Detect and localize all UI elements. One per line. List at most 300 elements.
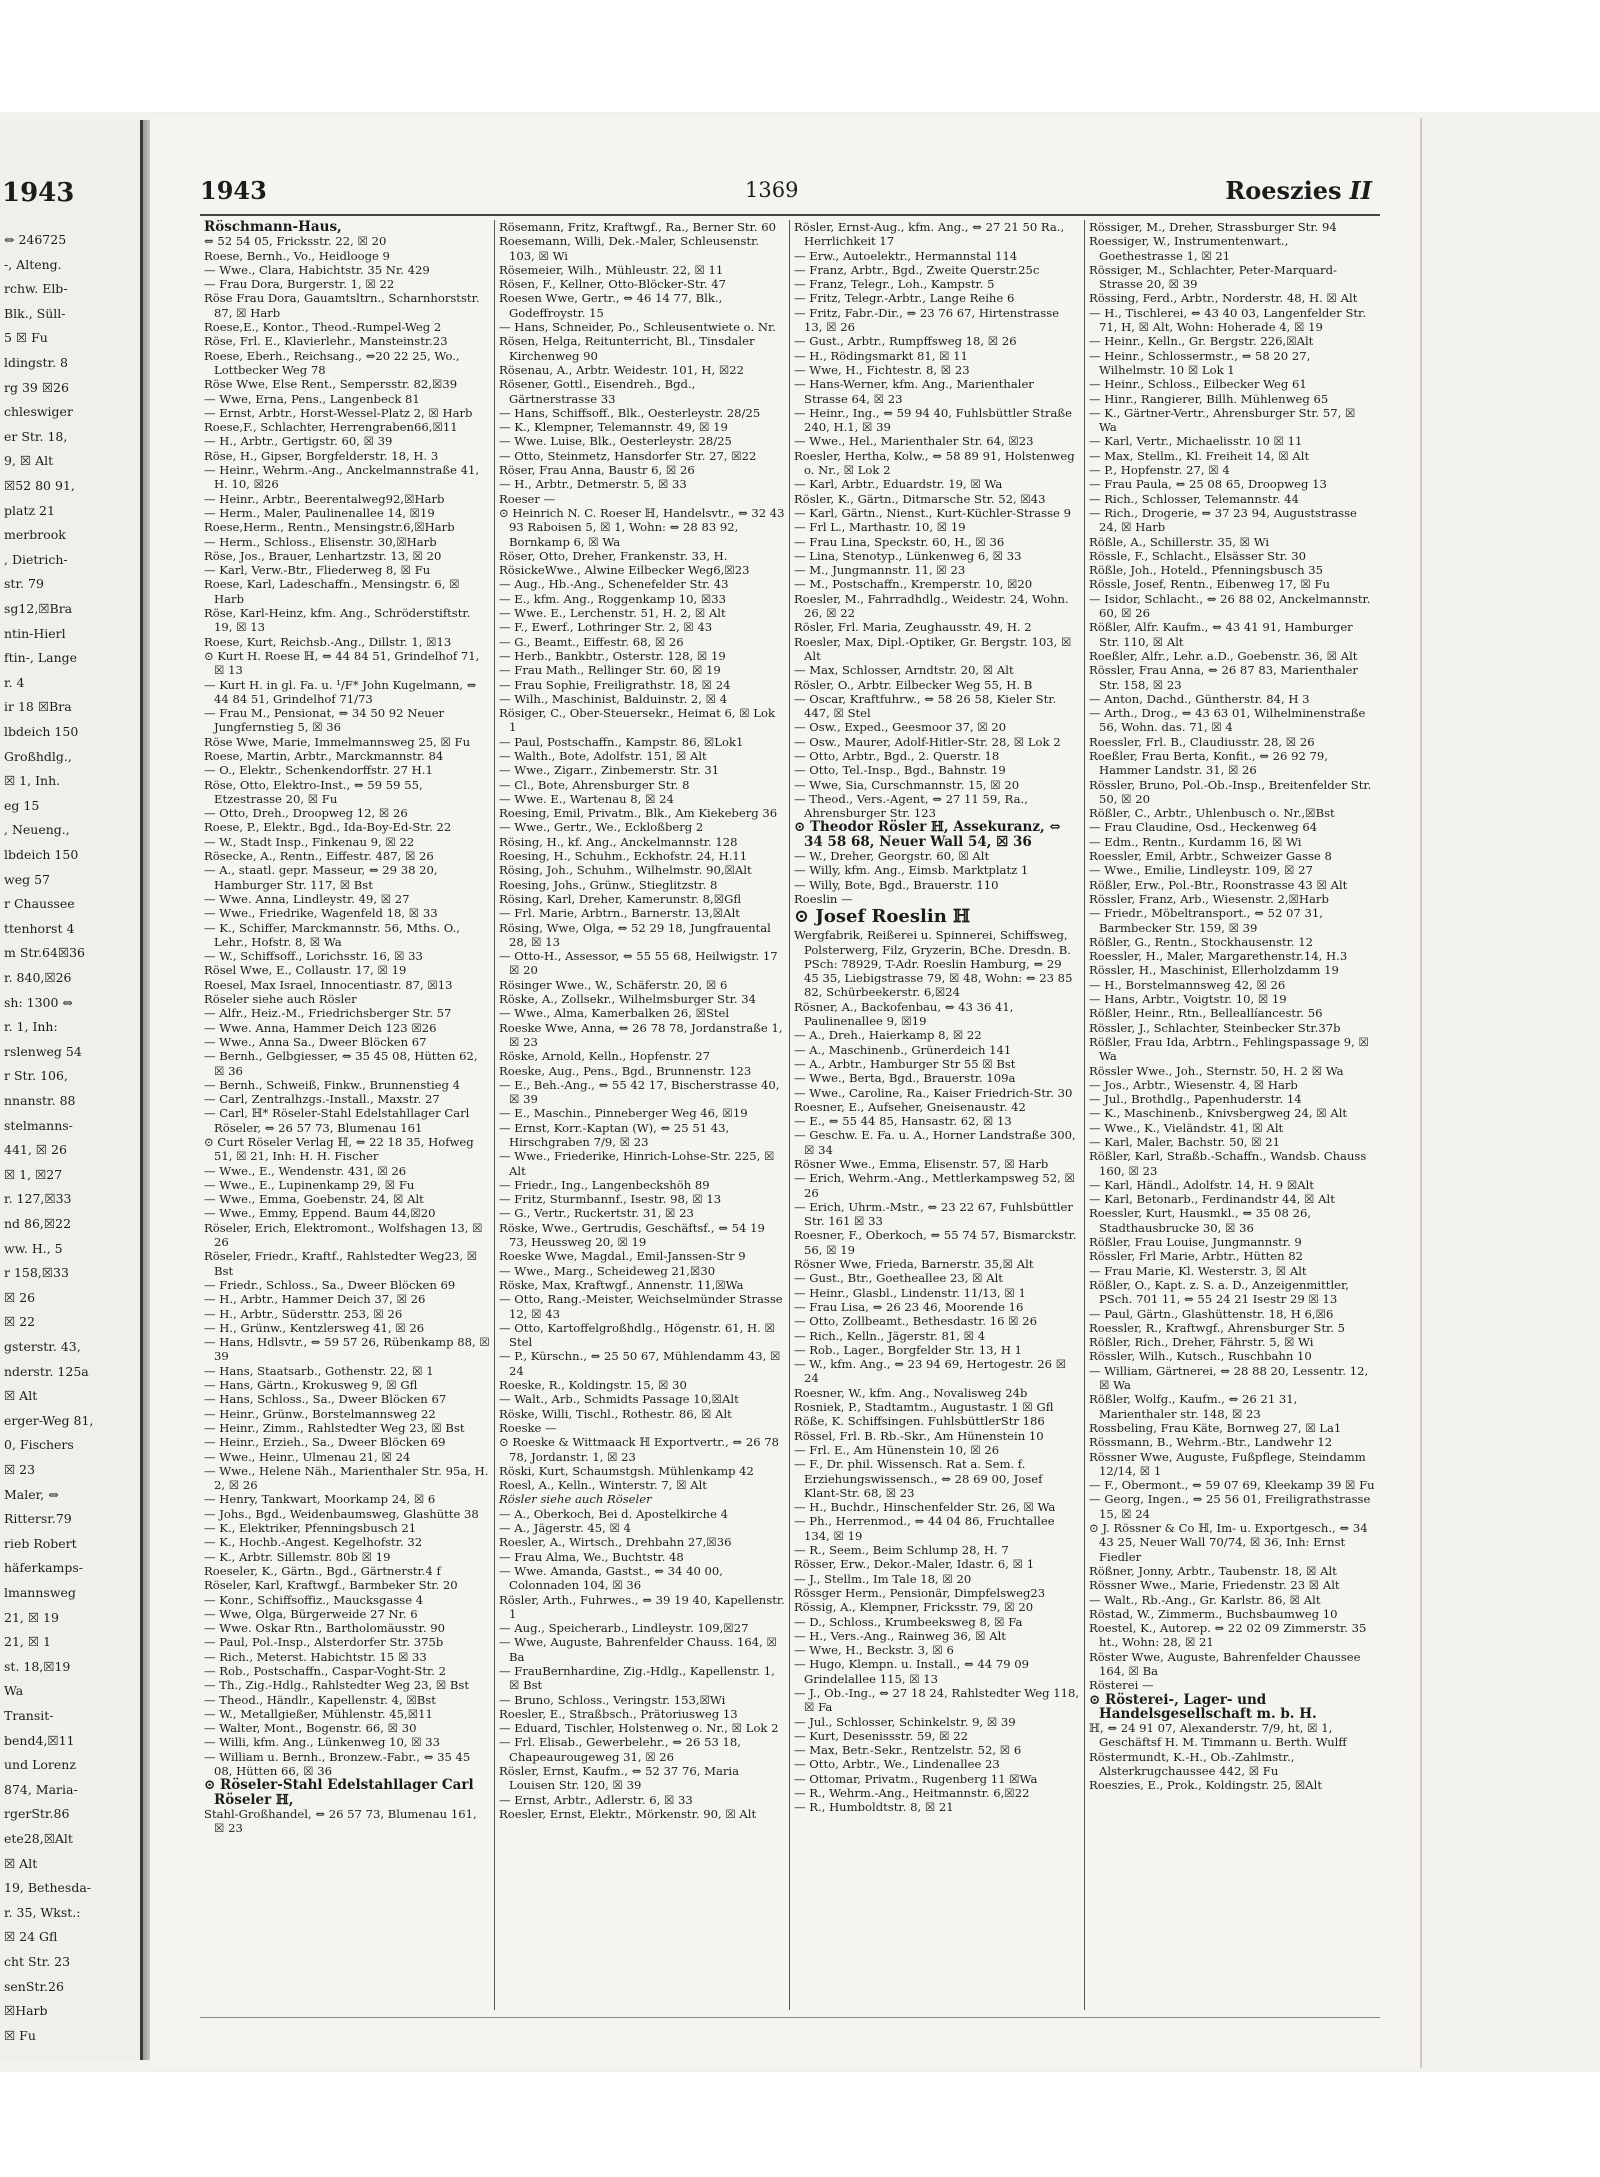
directory-entry: Roeslin — (794, 891, 853, 906)
directory-entry: — D., Schloss., Krumbeeksweg 8, ☒ Fa (794, 1614, 1023, 1629)
directory-entry: — E., Beh.-Ang., ⇔ 55 42 17, Bischerstrasse 40, ☒ 39 (499, 1077, 780, 1107)
directory-entry: Rösler, O., Arbtr. Eilbecker Weg 55, H. B (794, 677, 1033, 692)
left-page-fragment-line: ntin-Hierl (4, 625, 66, 641)
directory-entry: — F., Ewerf., Lothringer Str. 2, ☒ 43 (499, 620, 713, 635)
directory-entry: — Wwe., E., Wendenstr. 431, ☒ 26 (204, 1163, 407, 1178)
left-page-fragment-line: ftin-, Lange (4, 650, 78, 666)
directory-entry: — Jul., Schlosser, Schinkelstr. 9, ☒ 39 (794, 1714, 1016, 1729)
directory-entry: Roessler, Frl. B., Claudiusstr. 28, ☒ 26 (1089, 734, 1315, 749)
left-page-fragment-line: nderstr. 125a (4, 1363, 89, 1379)
directory-entry: Rössiger, M., Dreher, Strassburger Str. 94 (1089, 220, 1337, 234)
left-page-fragment-line: platz 21 (4, 502, 55, 518)
directory-entry: — Otto, Kartoffelgroßhdlg., Högenstr. 61, H. ☒ Stel (499, 1320, 775, 1350)
left-page-fragment-line: Blk., Süll- (4, 305, 66, 321)
left-page-fragment-line: 441, ☒ 26 (4, 1142, 67, 1158)
directory-entry: Röster Wwe, Auguste, Bahrenfelder Chaussee 164, ☒ Ba (1089, 1649, 1361, 1678)
directory-entry: — Erich, Wehrm.-Ang., Mettlerkampsweg 52, ☒ 26 (794, 1171, 1075, 1200)
left-page-fragment-line: lmannsweg (4, 1585, 76, 1600)
directory-entry: — Wwe, H., Fichtestr. 8, ☒ 23 (794, 362, 970, 377)
left-page-fragment-line: bend4,☒11 (4, 1732, 75, 1748)
directory-entry: — Hans, Schiffsoff., Blk., Oesterleystr. 28/25 (499, 405, 761, 420)
directory-entry: Rössmann, B., Wehrm.-Btr., Landwehr 12 (1089, 1435, 1333, 1450)
directory-entry: — Franz, Telegr., Loh., Kampstr. 5 (794, 277, 995, 292)
directory-entry: — Frau Math., Rellinger Str. 60, ☒ 19 (499, 663, 721, 678)
directory-entry: — Carl, ℍ* Röseler-Stahl Edelstahllager Carl Röseler, ⇔ 26 57 73, Blumenau 161 (204, 1106, 470, 1135)
directory-entry: Rößler, Karl, Straßb.-Schaffn., Wandsb. Chauss 160, ☒ 23 (1089, 1149, 1367, 1178)
directory-entry: — Wwe., Friederike, Hinrich-Lohse-Str. 225, ☒ Alt (499, 1149, 775, 1178)
directory-entry: — Carl, Zentralhzgs.-Install., Maxstr. 27 (204, 1092, 440, 1107)
directory-entry: Rößler, Heinr., Rtn., Belleallíancestr. 56 (1089, 1006, 1323, 1021)
directory-entry: — Wwe., Caroline, Ra., Kaiser Friedrich-Str. 30 (794, 1085, 1073, 1100)
directory-entry: Rösner Wwe, Frieda, Barnerstr. 35,☒ Alt (794, 1257, 1034, 1272)
directory-entry: Rössner Wwe., Marie, Friedenstr. 23 ☒ Alt (1089, 1578, 1340, 1593)
directory-entry: — H., Grünw., Kentzlersweg 41, ☒ 26 (204, 1320, 425, 1335)
directory-entry: — Heinr., Grünw., Borstelmannsweg 22 (204, 1406, 436, 1421)
directory-entry: — R., Wehrm.-Ang., Heitmannstr. 6,☒22 (794, 1786, 1030, 1801)
directory-entry: Roessler, H., Maler, Margarethenstr.14, H.3 (1089, 949, 1348, 964)
directory-entry: Roese,Herm., Rentn., Mensingstr.6,☒Harb (204, 520, 455, 535)
directory-entry: — Ottomar, Privatm., Rugenberg 11 ☒Wa (794, 1771, 1038, 1786)
directory-entry: — Walth., Bote, Adolfstr. 151, ☒ Alt (499, 748, 707, 763)
directory-entry: — G., Vertr., Ruckertstr. 31, ☒ 23 (499, 1206, 694, 1221)
directory-entry: — Isidor, Schlacht., ⇔ 26 88 02, Anckelmannstr. 60, ☒ 26 (1089, 591, 1371, 621)
directory-entry: — H., Arbtr., Hammer Deich 37, ☒ 26 (204, 1292, 426, 1307)
directory-entry: Roeske Wwe, Anna, ⇔ 26 78 78, Jordanstraße 1, ☒ 23 (499, 1020, 783, 1049)
directory-entry: — E., ⇔ 55 44 85, Hansastr. 62, ☒ 13 (794, 1114, 1012, 1129)
directory-entry: Rösler, Ernst, Kaufm., ⇔ 52 37 76, Maria Louisen Str. 120, ☒ 39 (499, 1764, 740, 1793)
directory-entry: Roesler, A., Wirtsch., Drehbahn 27,☒36 (499, 1535, 732, 1550)
directory-entry: Roese, Bernh., Vo., Heidlooge 9 (204, 248, 390, 263)
directory-entry: Stahl-Großhandel, ⇔ 26 57 73, Blumenau 161, ☒ 23 (204, 1806, 477, 1836)
directory-entry: — W., Stadt Insp., Finkenau 9, ☒ 22 (204, 834, 415, 849)
left-page-fragment-line: und Lorenz (4, 1757, 76, 1773)
directory-entry: Roesing, Johs., Grünw., Stieglitzstr. 8 (499, 877, 718, 892)
directory-entry: — Paul, Gärtn., Glashüttenstr. 18, H 6,☒6 (1089, 1306, 1334, 1321)
left-page-fragment-line: 874, Maria- (4, 1781, 78, 1797)
directory-entry: — Edm., Rentn., Kurdamm 16, ☒ Wi (1089, 834, 1302, 849)
directory-entry: — FrauBernhardine, Zig.-Hdlg., Kapellenstr. 1, ☒ Bst (499, 1663, 775, 1693)
directory-entry: ⊙ Röseler-Stahl Edelstahllager Carl Röseler ℍ, (204, 1777, 474, 1808)
directory-entry: — Wwe., Hel., Marienthaler Str. 64, ☒23 (794, 434, 1034, 449)
directory-entry: Röske, Arnold, Kelln., Hopfenstr. 27 (499, 1049, 711, 1064)
directory-entry: Roesler, Ernst, Elektr., Mörkenstr. 90, ☒ Alt (499, 1806, 757, 1821)
left-page-fragment-line: ☒ 24 Gfl (4, 1929, 58, 1945)
directory-entry: — Jul., Brothdlg., Papenhuderstr. 14 (1089, 1092, 1302, 1107)
directory-entry: — Heinr., Schlossermstr., ⇔ 58 20 27, Wilhelmstr. 10 ☒ Lok 1 (1089, 348, 1311, 377)
directory-entry: Roese,E., Kontor., Theod.-Rumpel-Weg 2 (204, 320, 442, 335)
directory-entry: — Max, Betr.-Sekr., Rentzelstr. 52, ☒ 6 (794, 1743, 1022, 1758)
directory-entry: Roesing, Emil, Privatm., Blk., Am Kiekeberg 36 (499, 806, 778, 821)
directory-entry: Röseler, Friedr., Kraftf., Rahlstedter Weg23, ☒ Bst (204, 1249, 478, 1278)
left-page-fragment-line: r Chaussee (4, 896, 75, 912)
directory-entry: Roeske — (499, 1420, 557, 1435)
directory-entry: — Karl, Händl., Adolfstr. 14, H. 9 ☒Alt (1089, 1177, 1314, 1192)
directory-entry: — P., Kürschn., ⇔ 25 50 67, Mühlendamm 43, ☒ 24 (499, 1349, 781, 1378)
directory-entry: Rösing, H., kf. Ang., Anckelmannstr. 128 (499, 834, 738, 849)
directory-entry: — Fritz, Fabr.-Dir., ⇔ 23 76 67, Hirtenstrasse 13, ☒ 26 (794, 305, 1060, 335)
left-page-fragment-line: chleswiger (4, 404, 73, 420)
directory-entry: — Franz, Arbtr., Bgd., Zweite Querstr.25c (794, 262, 1040, 277)
directory-entry: — Wwe, Olga, Bürgerweide 27 Nr. 6 (204, 1606, 418, 1621)
directory-entry: Rößle, Joh., Hoteld., Pfenningsbusch 35 (1089, 563, 1324, 578)
left-page-fragment-line: ☒ 23 (4, 1462, 36, 1477)
directory-entry: — Karl, Betonarb., Ferdinandstr 44, ☒ Alt (1089, 1192, 1335, 1207)
directory-entry: Röse, Jos., Brauer, Lenhartzstr. 13, ☒ 20 (204, 548, 442, 563)
directory-entry: Rössig, A., Klempner, Fricksstr. 79, ☒ 20 (794, 1600, 1034, 1615)
left-page-fragment-line: ☒ 22 (4, 1314, 36, 1330)
directory-entry: — Wwe. Amanda, Gastst., ⇔ 34 40 00, Colonnaden 104, ☒ 36 (499, 1563, 723, 1593)
directory-entry: Roeske, R., Koldingstr. 15, ☒ 30 (499, 1378, 687, 1393)
directory-entry: — Otto, Arbtr., We., Lindenallee 23 (794, 1757, 1000, 1772)
directory-entry: — Rich., Drogerie, ⇔ 37 23 94, Auguststrasse 24, ☒ Harb (1089, 505, 1357, 535)
directory-entry: Röse Wwe, Marie, Immelmannsweg 25, ☒ Fu (204, 734, 471, 749)
directory-entry: — Wwe, Erna, Pens., Langenbeck 81 (204, 391, 420, 406)
directory-entry: — Frau Dora, Burgerstr. 1, ☒ 22 (204, 277, 395, 292)
left-page-fragment-line: 21, ☒ 1 (4, 1634, 51, 1650)
left-page-fragment-line: ☒ Alt (4, 1855, 38, 1871)
directory-entry: Rößler, O., Kapt. z. S. a. D., Anzeigenmittler, PSch. 701 11, ⇔ 55 24 21 Isestr 29 ☒ 13 (1089, 1277, 1349, 1307)
directory-entry: — W., Dreher, Georgstr. 60, ☒ Alt (794, 849, 990, 864)
directory-entry: Roeseler, K., Gärtn., Bgd., Gärtnerstr.4 f (204, 1563, 441, 1578)
directory-entry: — Henry, Tankwart, Moorkamp 24, ☒ 6 (204, 1492, 436, 1507)
directory-entry: — K., Maschinenb., Knivsbergweg 24, ☒ Alt (1089, 1106, 1348, 1121)
directory-entry: Röske, Max, Kraftwgf., Annenstr. 11,☒Wa (499, 1277, 744, 1292)
directory-entry: Rössner Wwe, Auguste, Fußpflege, Steindamm 12/14, ☒ 1 (1089, 1449, 1366, 1478)
directory-entry: Röseler, Erich, Elektromont., Wolfshagen 13, ☒ 26 (204, 1220, 483, 1250)
directory-entry: — Gust., Arbtr., Rumpffsweg 18, ☒ 26 (794, 334, 1017, 349)
left-page-fragment-line: ☒ Fu (4, 2027, 36, 2043)
directory-entry: — Fritz, Telegr.-Arbtr., Lange Reihe 6 (794, 291, 1015, 306)
directory-entry: Rössler, Frau Anna, ⇔ 26 87 83, Marienthaler Str. 158, ☒ 23 (1089, 663, 1358, 692)
directory-entry: Rößler, Frau Louise, Jungmannstr. 9 (1089, 1235, 1302, 1250)
left-page-fragment-line: Rittersr.79 (4, 1511, 72, 1527)
directory-page (150, 118, 1422, 2068)
left-page-fragment-line: ir 18 ☒Bra (4, 699, 72, 715)
directory-entry: Röske, A., Zollsekr., Wilhelmsburger Str. 34 (499, 992, 756, 1007)
directory-entry: — Kurt H. in gl. Fa. u. ¹/F* John Kugelmann, ⇔ 44 84 51, Grindelhof 71/73 (204, 677, 477, 706)
directory-entry: — A., Maschinenb., Grünerdeich 141 (794, 1042, 1012, 1057)
left-page-fragment-line: r Str. 106, (4, 1068, 68, 1084)
running-name (1225, 176, 1372, 205)
directory-entry: — Heinr., Wehrm.-Ang., Anckelmannstraße 41, H. 10, ☒26 (204, 463, 480, 492)
directory-entry: Rössle, F., Schlacht., Elsässer Str. 30 (1089, 548, 1307, 563)
left-page-fragment-line: r. 4 (4, 674, 25, 690)
directory-entry: — Osw., Exped., Geesmoor 37, ☒ 20 (794, 720, 1007, 735)
directory-entry: Roesler, Hertha, Kolw., ⇔ 58 89 91, Holstenweg o. Nr., ☒ Lok 2 (794, 448, 1075, 478)
directory-entry: Röseler siehe auch Rösler (204, 992, 357, 1007)
directory-entry: Röski, Kurt, Schaumstgsh. Mühlenkamp 42 (499, 1463, 754, 1478)
directory-entry: — Rich., Schlosser, Telemannstr. 44 (1089, 491, 1299, 506)
directory-entry: — Wwe., Alma, Kamerbalken 26, ☒Stel (499, 1006, 730, 1021)
directory-entry: — H., Tischlerei, ⇔ 43 40 03, Langenfelder Str. 71, H, ☒ Alt, Wohn: Hoheradе 4, ☒ 19 (1089, 305, 1366, 335)
directory-entry: Roese, Martin, Arbtr., Marckmannstr. 84 (204, 748, 444, 763)
directory-entry: — Walt., Arb., Schmidts Passage 10,☒Alt (499, 1392, 739, 1407)
directory-entry: — Hans, Schneider, Po., Schleusentwiete o. Nr. (499, 320, 776, 335)
directory-entry: — Aug., Hb.-Ang., Schenefelder Str. 43 (499, 577, 729, 592)
directory-entry: Rössler, H., Maschinist, Ellerholzdamm 19 (1089, 963, 1339, 978)
directory-entry: — Frl L., Marthastr. 10, ☒ 19 (794, 520, 966, 535)
directory-entry: Roesner, W., kfm. Ang., Novalisweg 24b (794, 1385, 1028, 1400)
directory-entry: — Otto, Steinmetz, Hansdorfer Str. 27, ☒22 (499, 448, 757, 463)
directory-entry: — Karl, Arbtr., Eduardstr. 19, ☒ Wa (794, 477, 1003, 492)
directory-entry: Rößner, Jonny, Arbtr., Taubenstr. 18, ☒ Alt (1089, 1563, 1337, 1578)
directory-entry: — Hugo, Klempn. u. Install., ⇔ 44 79 09 Grindelallee 115, ☒ 13 (794, 1657, 1030, 1686)
directory-entry: Rößler, Alfr. Kaufm., ⇔ 43 41 91, Hamburger Str. 110, ☒ Alt (1089, 620, 1353, 649)
directory-entry: — Walter, Mont., Bogenstr. 66, ☒ 30 (204, 1721, 417, 1736)
directory-entry: — Bruno, Schloss., Veringstr. 153,☒Wi (499, 1692, 726, 1707)
directory-entry: — Rob., Lager., Borgfelder Str. 13, H 1 (794, 1342, 1023, 1357)
directory-entry: — Hinr., Rangierer, Billh. Mühlenweg 65 (1089, 391, 1329, 406)
directory-entry: — H., Arbtr., Detmerstr. 5, ☒ 33 (499, 477, 687, 492)
directory-entry: — Wwe. Anna, Lindleystr. 49, ☒ 27 (204, 891, 410, 906)
directory-entry: — Heinr., Kelln., Gr. Bergstr. 226,☒Alt (1089, 334, 1314, 349)
directory-entry: Röser, Otto, Dreher, Frankenstr. 33, H. (499, 548, 728, 563)
left-page-fragment-line: ☒ 26 (4, 1289, 36, 1305)
directory-entry: — Ernst, Arbtr., Adlerstr. 6, ☒ 33 (499, 1792, 693, 1807)
directory-entry: — Anton, Dachd., Güntherstr. 84, H 3 (1089, 691, 1310, 706)
directory-entry: Röske, Willi, Tischl., Rothestr. 86, ☒ Alt (499, 1406, 732, 1421)
directory-entry: — Geschw. E. Fa. u. A., Horner Landstraße 300, ☒ 34 (794, 1128, 1076, 1157)
left-page-fragment-line: rslenweg 54 (4, 1043, 82, 1059)
directory-entry: Röstermundt, K.-H., Ob.-Zahlmstr., Alsterkrugchaussee 442, ☒ Fu (1089, 1749, 1295, 1779)
directory-entry: — Herb., Bankbtr., Osterstr. 128, ☒ 19 (499, 648, 726, 663)
directory-entry: Wergfabrik, Reißerei u. Spinnerei, Schiffsweg, Polsterwerg, Filz, Gryzerin, BChe. Dresdn. B. PSch: 78929, T-Adr. Roeslin Hamburg, ⇔ 29 45 35, Liebigstrasse 79, ☒ 48, Wohn: ⇔ 23 85 82, Schürbeekerstr. 6,☒24 (794, 928, 1073, 1000)
directory-entry: Rössel, Frl. B. Rb.-Skr., Am Hünenstein 10 (794, 1428, 1044, 1443)
directory-entry: — Rob., Postschaffn., Caspar-Voght-Str. 2 (204, 1663, 447, 1678)
directory-entry: Rößler, Rich., Dreher, Fährstr. 5, ☒ Wi (1089, 1335, 1314, 1350)
directory-entry: — Karl, Vertr., Michaelisstr. 10 ☒ 11 (1089, 434, 1303, 449)
directory-entry: Rößler, C., Arbtr., Uhlenbusch o. Nr.,☒Bst (1089, 806, 1335, 821)
directory-entry: — H., Arbtr., Südersttr. 253, ☒ 26 (204, 1306, 403, 1321)
directory-entry: Rösen, Helga, Reitunterricht, Bl., Tinsdaler Kirchenweg 90 (499, 334, 755, 363)
directory-entry: ⊙ Curt Röseler Verlag ℍ, ⇔ 22 18 35, Hofweg 51, ☒ 21, Inh: H. H. Fischer (204, 1135, 474, 1164)
directory-entry: — A., staatl. gepr. Masseur, ⇔ 29 38 20, Hamburger Str. 117, ☒ Bst (204, 863, 438, 892)
left-page-fragment-line: 0, Fischers (4, 1437, 74, 1453)
directory-entry: Rößler, Wolfg., Kaufm., ⇔ 26 21 31, Marienthaler str. 148, ☒ 23 (1089, 1392, 1298, 1421)
directory-entry: Röse Frau Dora, Gauamtsltrn., Scharnhorststr. 87, ☒ Harb (204, 291, 480, 320)
directory-entry: Roesl, A., Kelln., Winterstr. 7, ☒ Alt (499, 1478, 707, 1493)
directory-entry: ℍ, ⇔ 24 91 07, Alexanderstr. 7/9, ht, ☒ 1, Geschäftsf H. M. Timmann u. Berth. Wulff (1089, 1721, 1347, 1750)
left-page-year: 1943 (2, 178, 75, 208)
directory-entry: ⊙ Heinrich N. C. Roeser ℍ, Handelsvtr., ⇔ 32 43 93 Raboisen 5, ☒ 1, Wohn: ⇔ 28 83 92, Bornkamp 6, ☒ Wa (499, 505, 785, 549)
directory-entry: — P., Hopfenstr. 27, ☒ 4 (1089, 463, 1230, 478)
running-name-text: Roeszies (1225, 176, 1342, 205)
directory-entry: — Wwe., E., Lupinenkamp 29, ☒ Fu (204, 1177, 415, 1192)
directory-entry: — Wwe., Emma, Goebenstr. 24, ☒ Alt (204, 1192, 424, 1207)
directory-entry: Rössler, Wilh., Kutsch., Ruschbahn 10 (1089, 1349, 1312, 1364)
directory-entry: — Frau M., Pensionat, ⇔ 34 50 92 Neuer Jungfernstieg 5, ☒ 36 (204, 706, 445, 735)
directory-entry: Röse Wwe, Else Rent., Sempersstr. 82,☒39 (204, 377, 458, 392)
left-page-fragment-line: Wa (4, 1683, 24, 1699)
directory-entry: — Wwe., Emmy, Eppend. Baum 44,☒20 (204, 1206, 436, 1221)
directory-entry: — A., Jägerstr. 45, ☒ 4 (499, 1521, 631, 1536)
directory-entry: Roessler, Emil, Arbtr., Schweizer Gasse 8 (1089, 849, 1332, 864)
directory-entry: Rösinger Wwe., W., Schäferstr. 20, ☒ 6 (499, 977, 728, 992)
left-page-fragment-line: 9, ☒ Alt (4, 453, 54, 469)
left-page-fragment-line: nnanstr. 88 (4, 1093, 76, 1108)
directory-entry: — J., Stellm., Im Tale 18, ☒ 20 (794, 1571, 972, 1586)
directory-entry: Rösterei — (1089, 1678, 1154, 1693)
left-page-fragment-line: rchw. Elb- (4, 281, 68, 297)
directory-entry: Rössing, Ferd., Arbtr., Norderstr. 48, H. ☒ Alt (1089, 291, 1358, 306)
directory-entry: — Willy, Bote, Bgd., Brauerstr. 110 (794, 877, 999, 892)
directory-entry: — Bernh., Schweiß, Finkw., Brunnenstieg 4 (204, 1077, 461, 1092)
directory-entry: — Theod., Vers.-Agent, ⇔ 27 11 59, Ra., Ahrensburger Str. 123 (794, 791, 1028, 821)
directory-entry: Röse, H., Gipser, Borgfelderstr. 18, H. 3 (204, 448, 439, 463)
left-page-fragment-line: ☒ 1, ☒27 (4, 1166, 63, 1182)
directory-entry: — Wwe. Oskar Rtn., Bartholomäusstr. 90 (204, 1621, 445, 1636)
directory-entry: Roesemann, Willi, Dek.-Maler, Schleusenstr. 103, ☒ Wi (499, 234, 760, 263)
directory-entry: ⊙ Theodor Rösler ℍ, Assekuranz, ⇔ 34 58 68, Neuer Wall 54, ☒ 36 (794, 819, 1061, 850)
directory-entry: Roese, Karl, Ladeschaffn., Mensingstr. 6, ☒ Harb (204, 577, 460, 606)
directory-entry: Roesler, E., Straßbsch., Prätoriusweg 13 (499, 1706, 738, 1721)
directory-entry: Rösler, K., Gärtn., Ditmarsche Str. 52, ☒43 (794, 491, 1046, 506)
directory-entry: — William u. Bernh., Bronzew.-Fabr., ⇔ 35 45 08, Hütten 66, ☒ 36 (204, 1749, 471, 1779)
directory-columns (200, 220, 1380, 2010)
directory-entry: — W., kfm. Ang., ⇔ 23 94 69, Hertogestr. 26 ☒ 24 (794, 1357, 1067, 1386)
volume-number: II (1349, 176, 1372, 205)
column-1 (200, 220, 495, 2010)
directory-entry: — Frl. Elisab., Gewerbelehr., ⇔ 26 53 18, Chapeaurougeweg 31, ☒ 26 (499, 1735, 741, 1764)
directory-entry: — Karl, Maler, Bachstr. 50, ☒ 21 (1089, 1135, 1281, 1149)
directory-entry: Rößle, A., Schillerstr. 35, ☒ Wi (1089, 534, 1270, 549)
left-page-fragment-line: st. 18,☒19 (4, 1658, 71, 1674)
left-page-fragment-line: r. 1, Inh: (4, 1019, 58, 1035)
directory-entry: — Ernst, Korr.-Kaptan (W), ⇔ 25 51 43, Hirschgraben 7/9, ☒ 23 (499, 1120, 730, 1149)
directory-entry: — H., Borstelmannsweg 42, ☒ 26 (1089, 977, 1286, 992)
directory-entry: — Wwe., Gertr., We., Eckloßberg 2 (499, 820, 704, 835)
left-page-fragment-line: -, Alteng. (4, 256, 62, 272)
directory-entry: — Max, Stellm., Kl. Freiheit 14, ☒ Alt (1089, 448, 1310, 463)
directory-entry: Rossbeling, Frau Käte, Bornweg 27, ☒ La1 (1089, 1420, 1342, 1435)
left-page-fragment-line: ldingstr. 8 (4, 355, 68, 370)
directory-entry: — Oscar, Kraftfuhrw., ⇔ 58 26 58, Kieler Str. 447, ☒ Stel (794, 691, 1057, 721)
directory-entry: — Frau Marie, Kl. Westerstr. 3, ☒ Alt (1089, 1263, 1307, 1278)
left-page-fragment-line: eg 15 (4, 797, 40, 813)
left-page-fragment-line: lbdeich 150 (4, 724, 79, 739)
directory-entry: Rösing, Wwe, Olga, ⇔ 52 29 18, Jungfrauental 28, ☒ 13 (499, 920, 771, 949)
directory-entry: Röstad, W., Zimmerm., Buchsbaumweg 10 (1089, 1606, 1338, 1621)
directory-entry: — H., Buchdr., Hinschenfelder Str. 26, ☒ Wa (794, 1500, 1056, 1515)
directory-entry: Roeßler, Alfr., Lehr. a.D., Goebenstr. 36, ☒ Alt (1089, 648, 1358, 663)
directory-entry: — Th., Zig.-Hdlg., Rahlstedter Weg 23, ☒ Bst (204, 1678, 470, 1693)
directory-entry: — R., Humboldtstr. 8, ☒ 21 (794, 1800, 954, 1815)
directory-entry: — Wwe., Heinr., Ulmenau 21, ☒ 24 (204, 1449, 411, 1464)
directory-entry: — Herm., Maler, Paulinenallee 14, ☒19 (204, 505, 435, 520)
directory-entry: Roestel, K., Autorep. ⇔ 22 02 09 Zimmerstr. 35 ht., Wohn: 28, ☒ 21 (1089, 1621, 1367, 1650)
directory-entry: — Erw., Autoelektr., Hermannstal 114 (794, 248, 1018, 263)
directory-entry: — Willi, kfm. Ang., Lünkenweg 10, ☒ 33 (204, 1735, 441, 1750)
running-head (150, 176, 1420, 216)
directory-entry: — Lina, Stenotyp., Lünkenweg 6, ☒ 33 (794, 548, 1022, 563)
directory-entry: — Frau Claudine, Osd., Heckenweg 64 (1089, 820, 1318, 835)
directory-entry: Rösler, Frl. Maria, Zeughausstr. 49, H. 2 (794, 620, 1032, 635)
left-page-fragment-line: Maler, ⇔ (4, 1486, 59, 1502)
directory-entry: Rösner, A., Backofenbau, ⇔ 43 36 41, Paulinenallee 9, ☒19 (794, 999, 1014, 1029)
left-page-fragment-line: ☒Harb (4, 2003, 48, 2019)
left-page-fragment-line: ttenhorst 4 (4, 920, 75, 936)
left-page-fragment-line: gsterstr. 43, (4, 1339, 81, 1354)
directory-entry: — W., Metallgießer, Mühlenstr. 45,☒11 (204, 1706, 433, 1721)
directory-entry: — Wwe., Clara, Habichtstr. 35 Nr. 429 (204, 262, 430, 277)
directory-entry: — Wwe., K., Vieländstr. 41, ☒ Alt (1089, 1120, 1284, 1135)
directory-entry: Röße, K. Schiffsingen. FuhlsbüttlerStr 186 (794, 1414, 1045, 1429)
directory-entry: — Frau Alma, We., Buchtstr. 48 (499, 1549, 684, 1564)
left-page-fragment-line: r. 35, Wkst.: (4, 1904, 81, 1920)
directory-entry: Rosniek, P., Stadtamtm., Augustastr. 1 ☒ Gfl (794, 1400, 1054, 1415)
directory-entry: Rößler, Erw., Pol.-Btr., Roonstrasse 43 ☒ Alt (1089, 877, 1348, 892)
directory-entry: Roese,F., Schlachter, Herrengraben66,☒11 (204, 420, 458, 435)
directory-entry: ⇔ 52 54 05, Fricksstr. 22, ☒ 20 (204, 234, 387, 249)
directory-entry: — Erich, Uhrm.-Mstr., ⇔ 23 22 67, Fuhlsbüttler Str. 161 ☒ 33 (794, 1199, 1073, 1229)
directory-entry: — Hans, Schloss., Sa., Dweer Blöcken 67 (204, 1392, 447, 1407)
left-page-fragment-line: nd 86,☒22 (4, 1216, 72, 1231)
directory-entry: — Wwe., Marg., Scheideweg 21,☒30 (499, 1263, 716, 1278)
directory-entry: Rösecke, A., Rentn., Eiffestr. 487, ☒ 26 (204, 849, 434, 864)
directory-entry: Rösser, Erw., Dekor.-Maler, Idastr. 6, ☒ 1 (794, 1557, 1035, 1572)
header-rule (200, 214, 1380, 216)
directory-entry: — Wwe. E., Lerchenstr. 51, H. 2, ☒ Alt (499, 606, 726, 621)
directory-entry: — Otto, Zollbeamt., Bethesdastr. 16 ☒ 26 (794, 1314, 1037, 1329)
directory-entry: Röse, Otto, Elektro-Inst., ⇔ 59 59 55, Etzestrasse 20, ☒ Fu (204, 777, 423, 806)
left-page-fragment-line: r. 127,☒33 (4, 1191, 72, 1207)
column-3 (790, 220, 1085, 2010)
directory-entry: — F., Dr. phil. Wissensch. Rat a. Sem. f. Erziehungswissensch., ⇔ 28 69 00, Josef Klant-Str. 68, ☒ 23 (794, 1457, 1043, 1500)
directory-entry: — Heinr., Arbtr., Beerentalweg92,☒Harb (204, 491, 445, 506)
directory-entry: Rösemann, Fritz, Kraftwgf., Ra., Berner Str. 60 (499, 220, 776, 234)
directory-entry: — E., kfm. Ang., Roggenkamp 10, ☒33 (499, 591, 726, 606)
left-page-fragment-line: rgerStr.86 (4, 1806, 70, 1822)
directory-entry: Rösemeier, Wilh., Mühleustr. 22, ☒ 11 (499, 262, 724, 277)
directory-entry: — Frau Lina, Speckstr. 60, H., ☒ 36 (794, 534, 1005, 549)
directory-entry: Rößler, Frau Ida, Arbtrn., Fehlingspassage 9, ☒ Wa (1089, 1034, 1369, 1064)
directory-entry: — Friedr., Möbeltransport., ⇔ 52 07 31, Barmbecker Str. 159, ☒ 39 (1089, 906, 1323, 935)
directory-entry: — Osw., Maurer, Adolf-Hitler-Str. 28, ☒ Lok 2 (794, 734, 1061, 749)
directory-entry: — H., Arbtr., Gertigstr. 60, ☒ 39 (204, 434, 393, 449)
left-page-fragment-line: ☒52 80 91, (4, 478, 75, 493)
left-page-fragment-line: , Neueng., (4, 822, 70, 838)
directory-entry: — Wwe., Emilie, Lindleystr. 109, ☒ 27 (1089, 863, 1313, 878)
directory-entry: — Wwe., Zigarr., Zinbemerstr. Str. 31 (499, 763, 720, 778)
directory-entry: — Frau Lisa, ⇔ 26 23 46, Moorende 16 (794, 1299, 1024, 1314)
directory-entry: ⊙ Kurt H. Roese ℍ, ⇔ 44 84 51, Grindelhof 71, ☒ 13 (204, 648, 480, 678)
left-page-fragment-line: ete28,☒Alt (4, 1831, 73, 1846)
directory-entry: — Eduard, Tischler, Holstenweg o. Nr., ☒ Lok 2 (499, 1721, 779, 1736)
directory-entry: — Heinr., Glasbl., Lindenstr. 11/13, ☒ 1 (794, 1285, 1026, 1300)
directory-entry: — Bernh., Gelbgiesser, ⇔ 35 45 08, Hütten 62, ☒ 36 (204, 1049, 478, 1078)
directory-entry: — Wwe., Anna Sa., Dweer Blöcken 67 (204, 1034, 427, 1049)
directory-entry: Rösler, Arth., Fuhrwes., ⇔ 39 19 40, Kapellenstr. 1 (499, 1592, 785, 1621)
directory-entry: — K., Elektriker, Pfenningsbusch 21 (204, 1521, 417, 1536)
directory-entry: — Otto-H., Assessor, ⇔ 55 55 68, Heilwigstr. 17 ☒ 20 (499, 949, 778, 978)
directory-entry: Roeßler, Frau Berta, Konfit., ⇔ 26 92 79, Hammer Landstr. 31, ☒ 26 (1089, 748, 1328, 778)
directory-entry: — K., Gärtner-Vertr., Ahrensburger Str. 57, ☒ Wa (1089, 405, 1356, 435)
column-2 (495, 220, 790, 2010)
directory-entry: — Walt., Rb.-Ang., Gr. Karlstr. 86, ☒ Alt (1089, 1592, 1321, 1607)
directory-entry: Roesner, F., Oberkoch, ⇔ 55 74 57, Bismarckstr. 56, ☒ 19 (794, 1228, 1077, 1257)
directory-entry: — Konr., Schiffsoffiz., Maucksgasse 4 (204, 1592, 424, 1607)
directory-entry: — Wwe., Berta, Bgd., Brauerstr. 109a (794, 1071, 1016, 1086)
directory-entry: — J., Ob.-Ing., ⇔ 27 18 24, Rahlstedter Weg 118, ☒ Fa (794, 1685, 1080, 1715)
directory-entry: Rößler, G., Rentn., Stockhausenstr. 12 (1089, 934, 1314, 949)
directory-entry: — Frau Paula, ⇔ 25 08 65, Droopweg 13 (1089, 477, 1327, 492)
directory-entry: ⊙ Roeske & Wittmaack ℍ Exportvertr., ⇔ 26 78 78, Jordanstr. 1, ☒ 23 (499, 1435, 780, 1464)
directory-entry: — Georg, Ingen., ⇔ 25 56 01, Freiligrathstrasse 15, ☒ 24 (1089, 1492, 1371, 1521)
directory-entry: — Karl, Verw.-Btr., Fliederweg 8, ☒ Fu (204, 563, 431, 578)
directory-entry: — Hans, Gärtn., Krokusweg 9, ☒ Gfl (204, 1378, 418, 1393)
left-page-fragment-line: sh: 1300 ⇔ (4, 994, 73, 1010)
directory-entry: Roesel, Max Israel, Innocentiastr. 87, ☒13 (204, 977, 453, 992)
